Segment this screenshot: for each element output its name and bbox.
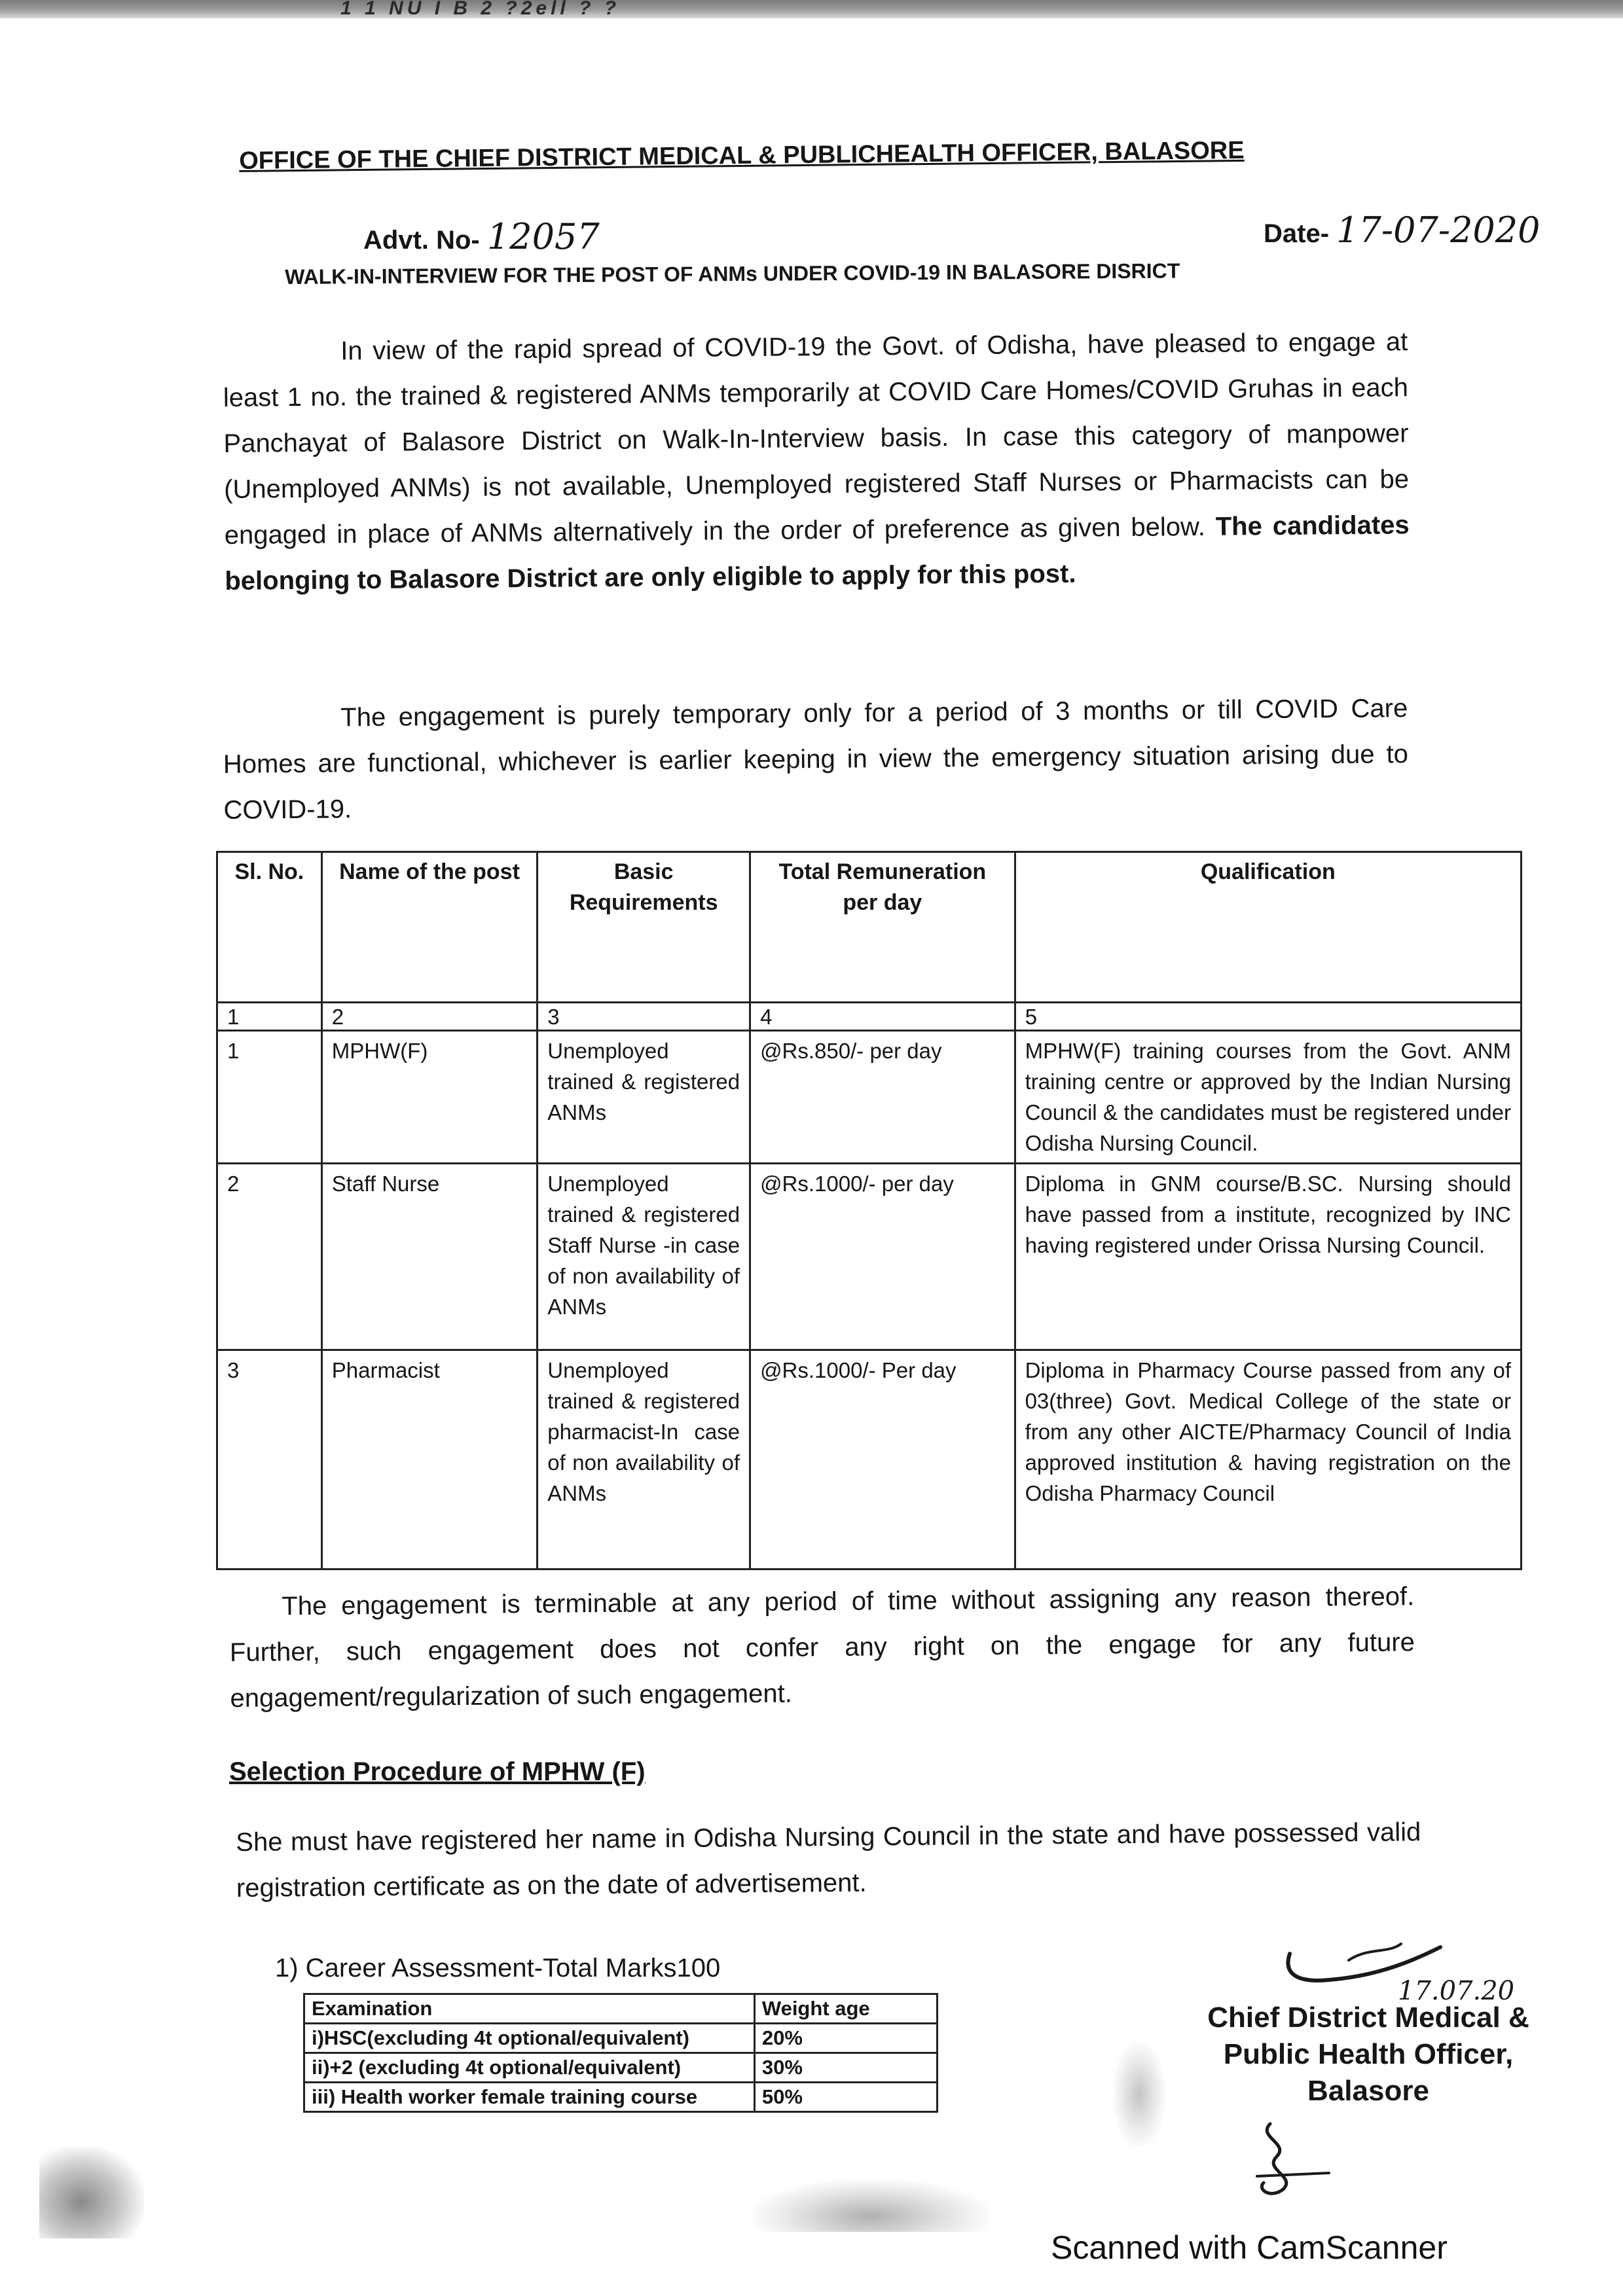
paragraph-termination: The engagement is terminable at any period of time without assigning any reason thereof. Further, such engagement does not confer any right on the engage for any future engagement/regularization of such engagement.	[229, 1582, 1415, 1713]
cell-exam: ii)+2 (excluding 4t optional/equivalent)	[304, 2053, 755, 2083]
cell-weight: 50%	[754, 2083, 937, 2112]
cell-qualification: Diploma in GNM course/B.SC. Nursing should have passed from a institute, recognized by INC having registered under Orissa Nursing Council.	[1015, 1164, 1521, 1350]
table-row	[304, 2083, 938, 2112]
column-number: 2	[321, 1003, 538, 1031]
cell-requirement: Unemployed trained & registered ANMs	[538, 1031, 750, 1164]
header-weightage: Weight age	[754, 1994, 937, 2024]
cell-weight: 30%	[754, 2053, 937, 2083]
paragraph-intro	[223, 319, 1410, 604]
date-label: Date-	[1264, 219, 1330, 248]
date-value: 17-07-2020	[1336, 209, 1541, 251]
scan-smudge	[39, 2147, 144, 2238]
career-assessment-heading: 1) Career Assessment-Total Marks100	[275, 1954, 721, 1982]
paragraph-registration: She must have registered her name in Odisha Nursing Council in the state and have possessed valid registration certificate as on the date of advertisement.	[236, 1818, 1421, 1903]
cell-post: Staff Nurse	[321, 1164, 538, 1350]
cell-post: MPHW(F)	[321, 1031, 538, 1164]
cell-qualification: Diploma in Pharmacy Course passed from any of 03(three) Govt. Medical College of the state or from any other AICTE/Pharmacy Council of India approved institution & having registration on the Odisha Pharmacy Council	[1015, 1350, 1521, 1570]
paragraph-intro-text: In view of the rapid spread of COVID-19 the Govt. of Odisha, have pleased to engage at least 1 no. the trained & registered ANMs temporarily at COVID Care Homes/COVID Gruhas in each Panchayat of Balasore District on Walk-In-Interview basis. In case this category of manpower (Unemployed ANMs) is not available, Unemployed registered Staff Nurses or Pharmacists can be engaged in place of ANMs alternatively in the order of preference as given below.	[223, 327, 1410, 550]
header-basic-requirements: Basic Requirements	[538, 852, 750, 1003]
scan-top-strip	[0, 0, 1623, 18]
cell-exam: i)HSC(excluding 4t optional/equivalent)	[304, 2024, 755, 2053]
header-examination: Examination	[304, 1994, 755, 2024]
signatory-line-2: Public Health Officer,	[1223, 2038, 1514, 2070]
marks-table	[303, 1993, 938, 2113]
signatory-line-3: Balasore	[1307, 2075, 1429, 2107]
signatory-block	[1165, 2000, 1571, 2109]
cell-remuneration: @Rs.850/- per day	[750, 1031, 1015, 1164]
header-post-name: Name of the post	[321, 852, 538, 1003]
date-line	[1264, 209, 1541, 251]
initials-mark	[1231, 2111, 1349, 2209]
table-row	[304, 2024, 938, 2053]
eligibility-note: The candidates belonging to Balasore District are only eligible to apply for this post.	[225, 511, 1410, 596]
cell-requirement: Unemployed trained & registered Staff Nurse -in case of non availability of ANMs	[538, 1164, 750, 1350]
cell-sl: 2	[217, 1164, 322, 1350]
office-title: OFFICE OF THE CHIEF DISTRICT MEDICAL & PUBLICHEALTH OFFICER, BALASORE	[239, 136, 1245, 175]
posts-table	[216, 851, 1522, 1570]
cell-sl: 1	[217, 1031, 322, 1164]
advt-label: Advt. No-	[363, 226, 480, 255]
scan-smudge	[753, 2179, 989, 2232]
cell-post: Pharmacist	[321, 1350, 538, 1570]
column-number: 1	[217, 1003, 322, 1031]
cell-weight: 20%	[754, 2024, 937, 2053]
camscanner-watermark: Scanned with CamScanner	[1051, 2229, 1448, 2266]
header-remuneration: Total Remuneration per day	[750, 852, 1015, 1003]
cell-requirement: Unemployed trained & registered pharmacist-In case of non availability of ANMs	[538, 1350, 750, 1570]
top-strip-text: 1 1 NU I B 2 ?2ell ? ?	[340, 0, 621, 19]
column-number: 5	[1015, 1003, 1521, 1031]
cell-remuneration: @Rs.1000/- per day	[750, 1164, 1015, 1350]
posts-table-header-row	[217, 852, 1522, 1003]
signature-date: 17.07.20	[1398, 1976, 1515, 2006]
advt-number-line	[363, 216, 600, 257]
cell-qualification: MPHW(F) training courses from the Govt. ANM training centre or approved by the Indian Nursing Council & the candidates must be registered under Odisha Nursing Council.	[1015, 1031, 1521, 1164]
table-row	[304, 2053, 938, 2083]
officer-signature	[1270, 1921, 1545, 2013]
cell-exam: iii) Health worker female training course	[304, 2083, 755, 2112]
signatory-line-1: Chief District Medical &	[1207, 2001, 1529, 2034]
cell-remuneration: @Rs.1000/- Per day	[750, 1350, 1015, 1570]
marks-table-header-row	[304, 1994, 938, 2024]
table-row	[217, 1031, 1522, 1164]
column-number: 4	[750, 1003, 1015, 1031]
header-sl-no: Sl. No.	[217, 852, 322, 1003]
selection-procedure-heading: Selection Procedure of MPHW (F)	[229, 1757, 646, 1786]
subject-line: WALK-IN-INTERVIEW FOR THE POST OF ANMs UNDER COVID-19 IN BALASORE DISRICT	[285, 259, 1180, 289]
table-row	[217, 1350, 1522, 1570]
header-qualification: Qualification	[1015, 852, 1521, 1003]
scan-smudge	[1113, 2042, 1165, 2147]
table-row	[217, 1164, 1522, 1350]
advt-number: 12057	[486, 216, 600, 257]
cell-sl: 3	[217, 1350, 322, 1570]
posts-table-number-row	[217, 1003, 1522, 1031]
column-number: 3	[538, 1003, 750, 1031]
paragraph-engagement: The engagement is purely temporary only for a period of 3 months or till COVID Care Homes are functional, whichever is earlier keeping in view the emergency situation arising due to COVID-19.	[223, 694, 1409, 825]
